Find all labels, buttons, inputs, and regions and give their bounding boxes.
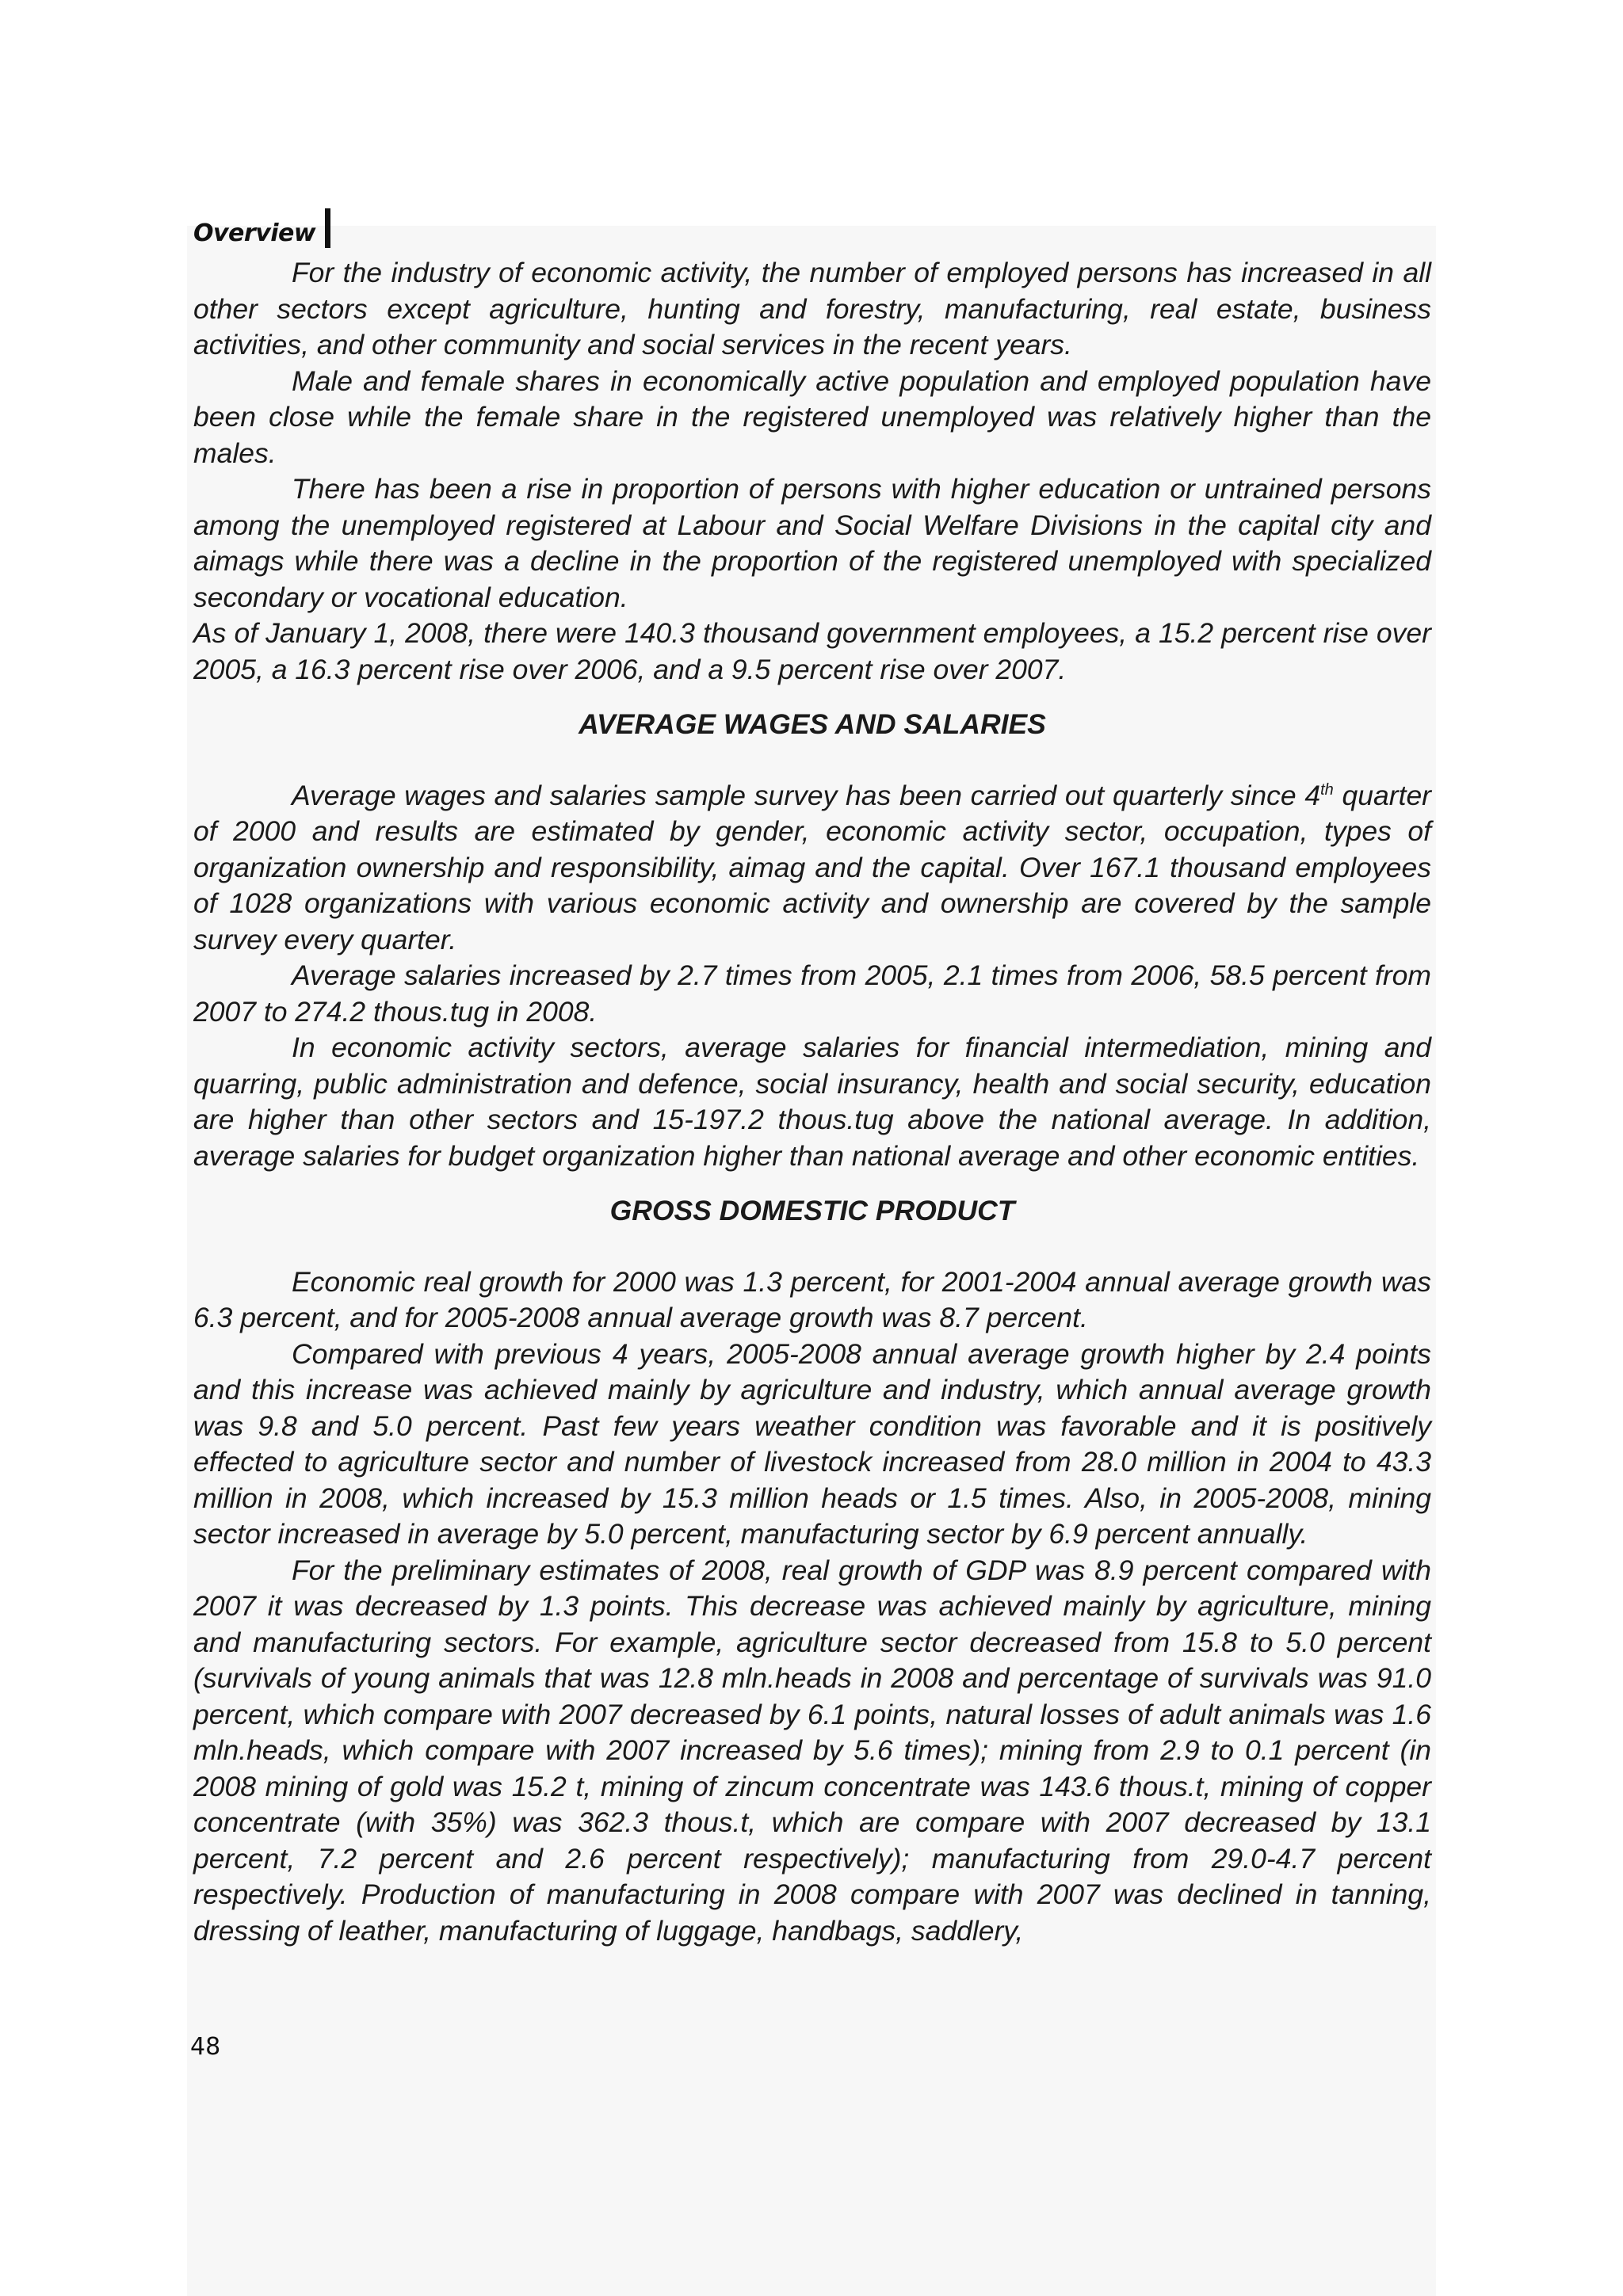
wages-paragraph-1-text-b: quarter of 2000 and results are estimated by gender, economic activity sector, occupation, types of organization ownership and responsibility, aimag and the capital. Over 167.1 thousand employees of 1028 organizations with various economic activity and ownership are covered by the sample survey every quarter. xyxy=(193,779,1432,955)
header-divider-bar xyxy=(325,208,330,248)
intro-paragraph-3: There has been a rise in proportion of persons with higher education or untrained persons among the unemployed registered at Labour and Social Welfare Divisions in the capital city and aimags while there was a decline in the proportion of the registered unemployed with specialized secondary or vocational education. xyxy=(193,473,1431,613)
spacer xyxy=(193,1230,1431,1264)
intro-paragraph-2: Male and female shares in economically active population and employed population have been close while the female share in the registered unemployed was relatively higher than the males. xyxy=(193,364,1431,469)
intro-paragraph-4: As of January 1, 2008, there were 140.3 thousand government employees, a 15.2 percent rise over 2005, a 16.3 percent rise over 2006, and a 9.5 percent rise over 2007. xyxy=(193,617,1431,685)
wages-paragraph-1-text-a: Average wages and salaries sample survey has been carried out quarterly since 4 xyxy=(292,779,1321,811)
gdp-heading: GROSS DOMESTIC PRODUCT xyxy=(609,1195,1015,1226)
wages-paragraph-1 xyxy=(193,778,1431,959)
spacer xyxy=(193,688,1431,707)
ordinal-suffix: th xyxy=(1320,780,1334,799)
wages-paragraph-3: In economic activity sectors, average salaries for financial intermediation, mining and quarring, public administration and defence, social insurancy, health and social security, education are higher than other sectors and 15-197.2 thous.tug above the national average. In addition, average salaries for budget organization higher than national average and other economic entities. xyxy=(193,1032,1431,1172)
page-number: 48 xyxy=(190,2033,221,2061)
spacer xyxy=(193,1174,1431,1193)
wages-paragraph-2: Average salaries increased by 2.7 times from 2005, 2.1 times from 2006, 58.5 percent from 2007 to 274.2 thous.tug in 2008. xyxy=(193,959,1431,1028)
gdp-paragraph-3: For the preliminary estimates of 2008, real growth of GDP was 8.9 percent compared with 2007 it was decreased by 1.3 points. This decrease was achieved mainly by agriculture, mining and manufacturing sectors. For example, agriculture sector decreased from 15.8 to 5.0 percent (survivals of young animals that was 12.8 mln.heads in 2008 and percentage of survivals was 91.0 percent, which compare with 2007 decreased by 6.1 points, natural losses of adult animals was 1.6 mln.heads, which compare with 2007 increased by 5.6 times); mining from 2.9 to 0.1 percent (in 2008 mining of gold was 15.2 t, mining of zincum concentrate was 143.6 thous.t, mining of copper concentrate (with 35%) was 362.3 thous.t, which are compare with 2007 decreased by 13.1 percent, 7.2 percent and 2.6 percent respectively); manufacturing from 29.0-4.7 percent respectively. Production of manufacturing in 2008 compare with 2007 was declined in tanning, dressing of leather, manufacturing of luggage, handbags, saddlery, xyxy=(193,1554,1431,1947)
intro-paragraph-1: For the industry of economic activity, the number of employed persons has increased in all other sectors except agriculture, hunting and forestry, manufacturing, real estate, business activities, and other community and social services in the recent years. xyxy=(193,257,1431,360)
spacer xyxy=(193,743,1431,778)
gdp-paragraph-1: Economic real growth for 2000 was 1.3 percent, for 2001-2004 annual average growth was 6.3 percent, and for 2005-2008 annual average growth was 8.7 percent. xyxy=(193,1265,1431,1333)
gdp-paragraph-2: Compared with previous 4 years, 2005-2008 annual average growth higher by 2.4 points and this increase was achieved mainly by agriculture and industry, which annual average growth was 9.8 and 5.0 percent. Past few years weather condition was favorable and it is positively effected to agriculture sector and number of livestock increased from 28.0 million in 2004 to 43.3 million in 2008, which increased by 15.3 million heads or 1.5 times. Also, in 2005-2008, mining sector increased in average by 5.0 percent, manufacturing sector by 6.9 percent annually. xyxy=(193,1337,1431,1550)
section-header xyxy=(193,209,330,257)
document-body xyxy=(193,255,1431,1949)
header-title: Overview xyxy=(193,219,316,247)
wages-heading: AVERAGE WAGES AND SALARIES xyxy=(579,708,1046,740)
